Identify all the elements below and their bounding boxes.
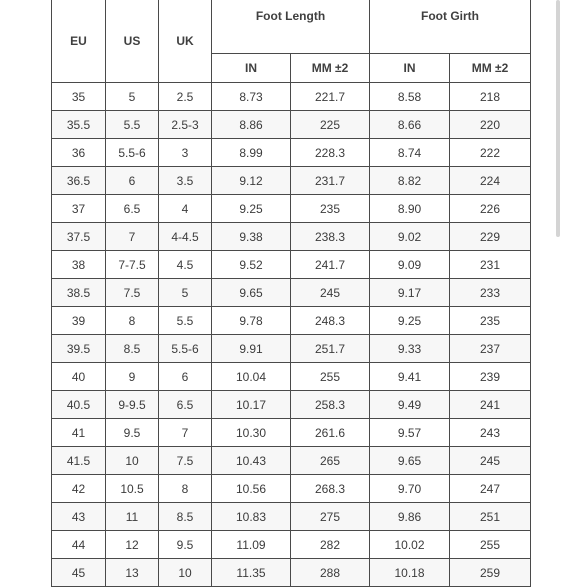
table-row — [52, 111, 531, 139]
cell-eu: 43 — [52, 503, 106, 531]
cell-uk: 3.5 — [159, 167, 212, 195]
cell-eu: 38.5 — [52, 279, 106, 307]
cell-length-in: 11.09 — [212, 531, 291, 559]
table-row — [52, 167, 531, 195]
cell-girth-mm: 241 — [450, 391, 531, 419]
cell-length-in: 9.78 — [212, 307, 291, 335]
cell-length-in: 10.43 — [212, 447, 291, 475]
cell-girth-mm: 233 — [450, 279, 531, 307]
cell-length-mm: 238.3 — [291, 223, 370, 251]
cell-length-in: 9.91 — [212, 335, 291, 363]
cell-length-in: 8.73 — [212, 83, 291, 111]
cell-length-in: 9.12 — [212, 167, 291, 195]
cell-length-mm: 265 — [291, 447, 370, 475]
cell-uk: 4-4.5 — [159, 223, 212, 251]
cell-uk: 5.5-6 — [159, 335, 212, 363]
header-length-mm: MM ±2 — [291, 54, 370, 83]
cell-eu: 40.5 — [52, 391, 106, 419]
header-girth-in: IN — [370, 54, 450, 83]
cell-girth-mm: 222 — [450, 139, 531, 167]
cell-girth-mm: 229 — [450, 223, 531, 251]
table-row — [52, 195, 531, 223]
header-eu: EU — [52, 0, 106, 83]
cell-girth-mm: 224 — [450, 167, 531, 195]
cell-girth-mm: 235 — [450, 307, 531, 335]
table-row — [52, 531, 531, 559]
cell-us: 7 — [106, 223, 159, 251]
cell-us: 12 — [106, 531, 159, 559]
header-us: US — [106, 0, 159, 83]
cell-uk: 7 — [159, 419, 212, 447]
vertical-scrollbar[interactable] — [556, 0, 560, 237]
table-row — [52, 391, 531, 419]
table-row — [52, 363, 531, 391]
cell-girth-in: 8.74 — [370, 139, 450, 167]
cell-uk: 8.5 — [159, 503, 212, 531]
cell-girth-in: 8.58 — [370, 83, 450, 111]
table-row — [52, 279, 531, 307]
cell-us: 9-9.5 — [106, 391, 159, 419]
cell-eu: 42 — [52, 475, 106, 503]
cell-length-mm: 258.3 — [291, 391, 370, 419]
cell-length-mm: 251.7 — [291, 335, 370, 363]
cell-girth-mm: 239 — [450, 363, 531, 391]
cell-us: 10.5 — [106, 475, 159, 503]
cell-girth-in: 9.65 — [370, 447, 450, 475]
cell-length-in: 8.86 — [212, 111, 291, 139]
cell-uk: 5.5 — [159, 307, 212, 335]
size-chart-container — [51, 0, 531, 587]
cell-girth-mm: 218 — [450, 83, 531, 111]
cell-length-mm: 248.3 — [291, 307, 370, 335]
cell-us: 8.5 — [106, 335, 159, 363]
cell-length-mm: 225 — [291, 111, 370, 139]
header-length-in: IN — [212, 54, 291, 83]
cell-eu: 38 — [52, 251, 106, 279]
cell-us: 5.5 — [106, 111, 159, 139]
cell-length-in: 11.35 — [212, 559, 291, 587]
table-row — [52, 419, 531, 447]
cell-us: 7-7.5 — [106, 251, 159, 279]
cell-girth-in: 9.25 — [370, 307, 450, 335]
cell-girth-in: 9.86 — [370, 503, 450, 531]
table-row — [52, 307, 531, 335]
cell-length-mm: 235 — [291, 195, 370, 223]
cell-length-mm: 231.7 — [291, 167, 370, 195]
cell-length-mm: 245 — [291, 279, 370, 307]
cell-girth-in: 9.33 — [370, 335, 450, 363]
cell-girth-in: 9.09 — [370, 251, 450, 279]
cell-eu: 40 — [52, 363, 106, 391]
cell-girth-mm: 226 — [450, 195, 531, 223]
cell-us: 7.5 — [106, 279, 159, 307]
cell-uk: 3 — [159, 139, 212, 167]
table-row — [52, 251, 531, 279]
header-foot-girth: Foot Girth — [370, 0, 531, 54]
table-row — [52, 475, 531, 503]
cell-length-mm: 228.3 — [291, 139, 370, 167]
size-chart-table — [51, 0, 531, 587]
cell-eu: 35 — [52, 83, 106, 111]
cell-girth-in: 9.70 — [370, 475, 450, 503]
header-uk: UK — [159, 0, 212, 83]
cell-girth-mm: 251 — [450, 503, 531, 531]
cell-girth-in: 8.82 — [370, 167, 450, 195]
cell-eu: 44 — [52, 531, 106, 559]
cell-girth-in: 9.17 — [370, 279, 450, 307]
cell-length-mm: 288 — [291, 559, 370, 587]
cell-us: 9 — [106, 363, 159, 391]
cell-uk: 6 — [159, 363, 212, 391]
cell-uk: 7.5 — [159, 447, 212, 475]
cell-length-in: 10.04 — [212, 363, 291, 391]
cell-length-in: 10.30 — [212, 419, 291, 447]
cell-eu: 37.5 — [52, 223, 106, 251]
cell-us: 11 — [106, 503, 159, 531]
cell-girth-in: 9.49 — [370, 391, 450, 419]
cell-girth-mm: 231 — [450, 251, 531, 279]
cell-length-mm: 255 — [291, 363, 370, 391]
cell-eu: 36 — [52, 139, 106, 167]
cell-eu: 35.5 — [52, 111, 106, 139]
cell-eu: 45 — [52, 559, 106, 587]
cell-uk: 5 — [159, 279, 212, 307]
cell-length-mm: 282 — [291, 531, 370, 559]
cell-us: 9.5 — [106, 419, 159, 447]
table-row — [52, 139, 531, 167]
cell-girth-mm: 255 — [450, 531, 531, 559]
cell-eu: 41.5 — [52, 447, 106, 475]
cell-girth-mm: 220 — [450, 111, 531, 139]
cell-uk: 2.5-3 — [159, 111, 212, 139]
cell-length-in: 9.65 — [212, 279, 291, 307]
table-row — [52, 447, 531, 475]
cell-girth-in: 8.66 — [370, 111, 450, 139]
cell-eu: 37 — [52, 195, 106, 223]
cell-us: 6 — [106, 167, 159, 195]
cell-girth-in: 9.02 — [370, 223, 450, 251]
cell-uk: 2.5 — [159, 83, 212, 111]
cell-us: 13 — [106, 559, 159, 587]
cell-length-in: 9.52 — [212, 251, 291, 279]
cell-girth-mm: 237 — [450, 335, 531, 363]
table-row — [52, 503, 531, 531]
cell-girth-mm: 247 — [450, 475, 531, 503]
table-body — [52, 83, 531, 587]
header-girth-mm: MM ±2 — [450, 54, 531, 83]
cell-length-mm: 275 — [291, 503, 370, 531]
cell-uk: 9.5 — [159, 531, 212, 559]
cell-uk: 4.5 — [159, 251, 212, 279]
cell-us: 6.5 — [106, 195, 159, 223]
cell-eu: 39 — [52, 307, 106, 335]
cell-uk: 8 — [159, 475, 212, 503]
cell-uk: 6.5 — [159, 391, 212, 419]
cell-girth-in: 9.41 — [370, 363, 450, 391]
cell-girth-in: 8.90 — [370, 195, 450, 223]
table-row — [52, 335, 531, 363]
table-row — [52, 559, 531, 587]
cell-us: 5.5-6 — [106, 139, 159, 167]
cell-length-in: 10.56 — [212, 475, 291, 503]
cell-eu: 39.5 — [52, 335, 106, 363]
cell-girth-in: 9.57 — [370, 419, 450, 447]
cell-eu: 41 — [52, 419, 106, 447]
cell-uk: 10 — [159, 559, 212, 587]
cell-length-mm: 261.6 — [291, 419, 370, 447]
cell-uk: 4 — [159, 195, 212, 223]
table-row — [52, 223, 531, 251]
cell-us: 10 — [106, 447, 159, 475]
table-row — [52, 83, 531, 111]
cell-length-in: 8.99 — [212, 139, 291, 167]
cell-girth-mm: 243 — [450, 419, 531, 447]
cell-girth-mm: 259 — [450, 559, 531, 587]
cell-girth-in: 10.18 — [370, 559, 450, 587]
cell-girth-mm: 245 — [450, 447, 531, 475]
cell-us: 8 — [106, 307, 159, 335]
cell-length-in: 10.17 — [212, 391, 291, 419]
header-foot-length: Foot Length — [212, 0, 370, 54]
cell-girth-in: 10.02 — [370, 531, 450, 559]
cell-length-mm: 268.3 — [291, 475, 370, 503]
cell-length-in: 10.83 — [212, 503, 291, 531]
table-header — [52, 0, 531, 83]
cell-length-in: 9.38 — [212, 223, 291, 251]
cell-length-in: 9.25 — [212, 195, 291, 223]
cell-eu: 36.5 — [52, 167, 106, 195]
cell-us: 5 — [106, 83, 159, 111]
cell-length-mm: 221.7 — [291, 83, 370, 111]
cell-length-mm: 241.7 — [291, 251, 370, 279]
